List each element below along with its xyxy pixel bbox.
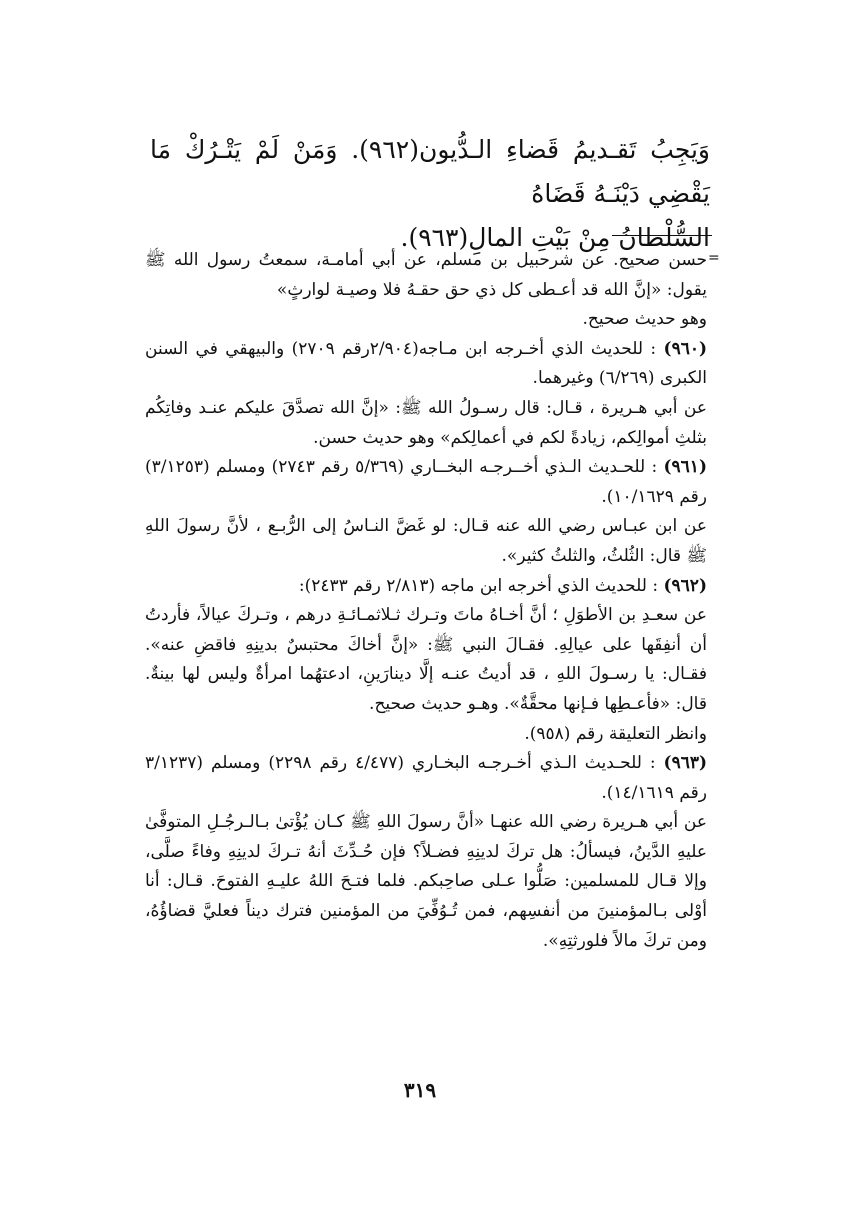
footnote-source: : للحـديث الـذي أخـرجـه البخـاري (٤/٤٧٧ رقم ٢٢٩٨) ومسلم (٣/١٢٣٧ رقم ١٤/١٦١٩).	[145, 753, 707, 803]
footnote-961	[145, 453, 707, 571]
page-number: ٣١٩	[403, 1078, 437, 1102]
footnote-hadith: عن أبي هـريرة رضي الله عنهـا «أنَّ رسولَ اللهِ ﷺ كـان يُؤْتىٰ بـالـرجُـلِ المتوفَّىٰ عليهِ الدَّينُ، فيسألُ: هل تركَ لدينِهِ فضـلاً؟ فإن حُـدِّثَ أنهُ تـركَ لدينِهِ وفاءً صلَّى، وإلا قـال للمسلمين: صَلُّوا عـلى صاحِبكم. فلما فتـحَ اللهُ عليـهِ الفتوحَ. قـال: أنا أوْلى بـالمؤمنينَ من أنفسِهم، فمن تُـوُفِّيَ من المؤمنين فترك ديناً فعليَّ قضاؤُهُ، ومن تركَ مالاً فلورثتِهِ».	[145, 812, 707, 951]
footnote-hadith: عن أبي هـريرة ، قـال: قال رسـولُ الله ﷺ: «إنَّ الله تصدَّقَ عليكم عنـد وفاتِكُم بثلثِ أموالِكم، زيادةً لكم في أعمالِكم» وهو حديث حسن.	[145, 397, 707, 448]
footnote-continued-end: وهو حديث صحيح.	[582, 309, 707, 330]
main-text-line-2: السُّلْطانُ مِنْ بَيْتِ المالِ(٩٦٣).	[400, 223, 710, 252]
footnote-hadith: عن سعـدِ بن الأطوَلِ ؛ أنَّ أخـاهُ ماتَ وتـرك ثـلاثمـائـةِ درهم ، وتـركَ عيالاً، فأردتُ أن أنفِقَها على عيالِهِ. فقـالَ النبي ﷺ: «إنَّ أخاكَ محتبسٌ بدينِهِ فاقضِ عنه». فقـال: يا رسـولَ اللهِ ، قد أديتُ عنـه إلَّا دينارَينِ، ادعتهُما امرأةٌ وليس لها بينةٌ. قال: «فأعـطِها فـإنها محقَّةٌ». وهـو حديث صحيح.	[145, 605, 707, 714]
footnote-source: : للحديث الذي أخـرجه ابن مـاجه(٢/٩٠٤رقم ٢٧٠٩) والبيهقي في السنن الكبرى (٦/٢٦٩) وغيرهما.	[145, 338, 707, 389]
footnote-continued	[145, 246, 707, 335]
footnote-reference: وانظر التعليقة رقم (٩٥٨).	[524, 723, 707, 744]
footnote-hadith: عن ابن عبـاس رضي الله عنه قـال: لو غَضَّ النـاسُ إلى الرُّبـع ، لأنَّ رسولَ اللهِ ﷺ قال: الثُلثُ، والثلثُ كثير».	[145, 516, 707, 566]
footnote-number: (٩٦٣)	[663, 753, 708, 774]
footnote-source: : للحديث الذي أخرجه ابن ماجه (٢/٨١٣ رقم ٢٤٣٣):	[298, 575, 659, 596]
main-text-line-1: وَيَجِبُ تَقـديمُ قَضاءِ الـدُّيون(٩٦٢). وَمَنْ لَمْ يَتْـرُكْ مَا يَقْضِي دَيْنَـهُ قَضَاهُ	[150, 135, 710, 208]
footnote-number: (٩٦٢)	[663, 575, 707, 596]
footnote-962	[145, 572, 707, 750]
footnote-963	[145, 749, 707, 956]
footnote-960	[145, 335, 707, 453]
footnote-separator	[612, 235, 712, 236]
footnote-number: (٩٦٠)	[663, 338, 708, 359]
continuation-mark: =	[708, 250, 720, 266]
footnote-source: : للحـديث الـذي أخــرجـه البخــاري (٥/٣٦٩ رقم ٢٧٤٣) ومسلم (٣/١٢٥٣) رقم ١٠/١٦٢٩).	[145, 457, 707, 507]
main-text	[150, 128, 710, 260]
footnote-continued-text: حسن صحيح. عن شرحبيل بن مسلم، عن أبي أمامـة، سمعتُ رسول الله ﷺ يقول: «إنَّ الله قد أعـطى كل ذي حق حقـهُ فلا وصيـة لوارثٍ»	[145, 250, 707, 300]
footnotes	[145, 246, 707, 956]
footnote-number: (٩٦١)	[663, 457, 707, 478]
